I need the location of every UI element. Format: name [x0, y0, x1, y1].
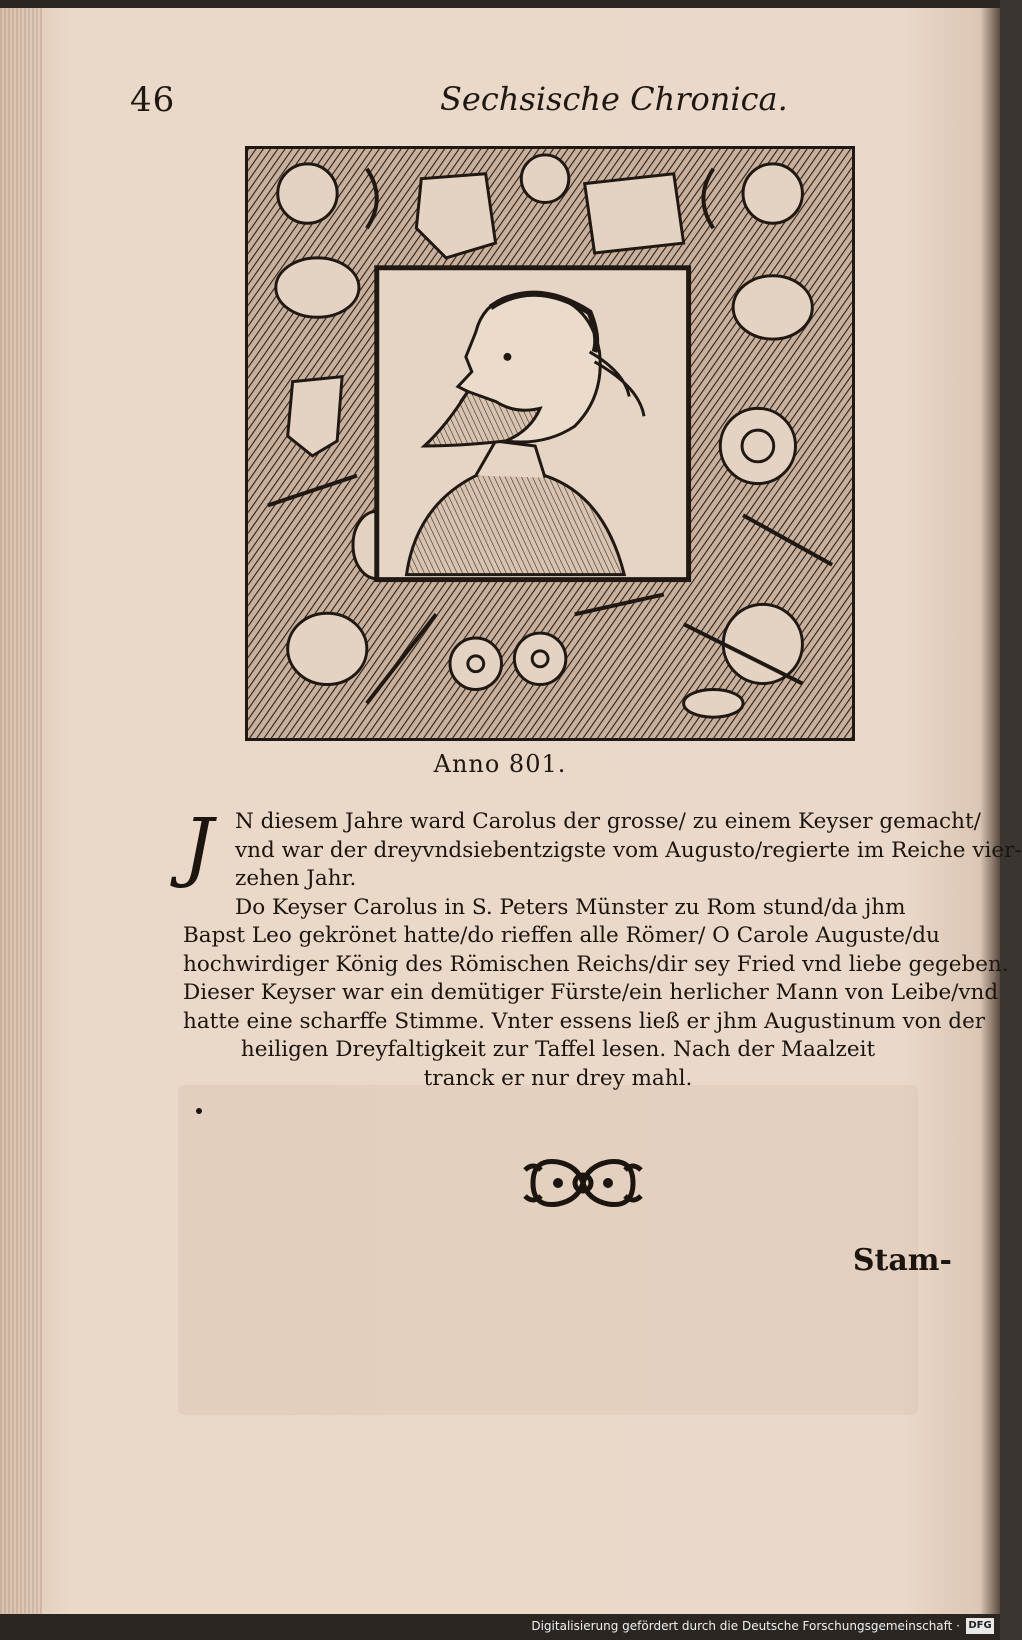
- digitization-footer: [0, 1614, 1000, 1640]
- text-line: tranck er nur drey mahl.: [423, 1065, 693, 1091]
- dfg-logo: DFG: [966, 1618, 994, 1634]
- text-line: hatte eine scharffe Stimme. Vnter essens ließ er jhm Augustinum von der: [183, 1008, 986, 1034]
- text-line: hochwirdiger König des Römischen Reichs/dir sey Fried vnd liebe gegeben.: [183, 951, 1009, 977]
- text-line: N diesem Jahre ward Carolus der grosse/ zu einem Keyser gemacht/: [235, 809, 981, 834]
- text-line: Do Keyser Carolus in S. Peters Münster zu Rom stund/da jhm: [235, 894, 906, 920]
- text-line: heiligen Dreyfaltigkeit zur Taffel lesen. Nach der Maalzeit: [240, 1037, 876, 1062]
- text-line: Bapst Leo gekrönet hatte/do rieffen alle Römer/ O Carole Auguste/du: [183, 923, 940, 948]
- page-number: 46: [130, 80, 176, 120]
- drop-capital: J: [183, 801, 214, 890]
- text-line: Dieser Keyser war ein demütiger Fürste/ein herlicher Mann von Leibe/vnd: [183, 980, 999, 1005]
- page-edge: [0, 8, 42, 1614]
- footer-credit: Digitalisierung gefördert durch die Deutsche Forschungsgemeinschaft ·: [531, 1619, 960, 1633]
- woodcut-caption: Anno 801.: [433, 750, 567, 778]
- catchword: Stam-: [852, 1243, 952, 1278]
- woodcut-portrait: [245, 146, 855, 741]
- text-line: vnd war der dreyvndsiebentzigste vom Augusto/regierte im Reiche vier-: [235, 837, 1022, 863]
- ink-dot: [196, 1108, 202, 1114]
- text-line: zehen Jahr.: [235, 866, 357, 891]
- show-through-text: [178, 1085, 918, 1415]
- page-header: [130, 80, 890, 130]
- body-text: [183, 801, 1022, 1093]
- printers-ornament: [523, 1150, 643, 1216]
- running-title: Sechsische Chronica.: [440, 80, 788, 118]
